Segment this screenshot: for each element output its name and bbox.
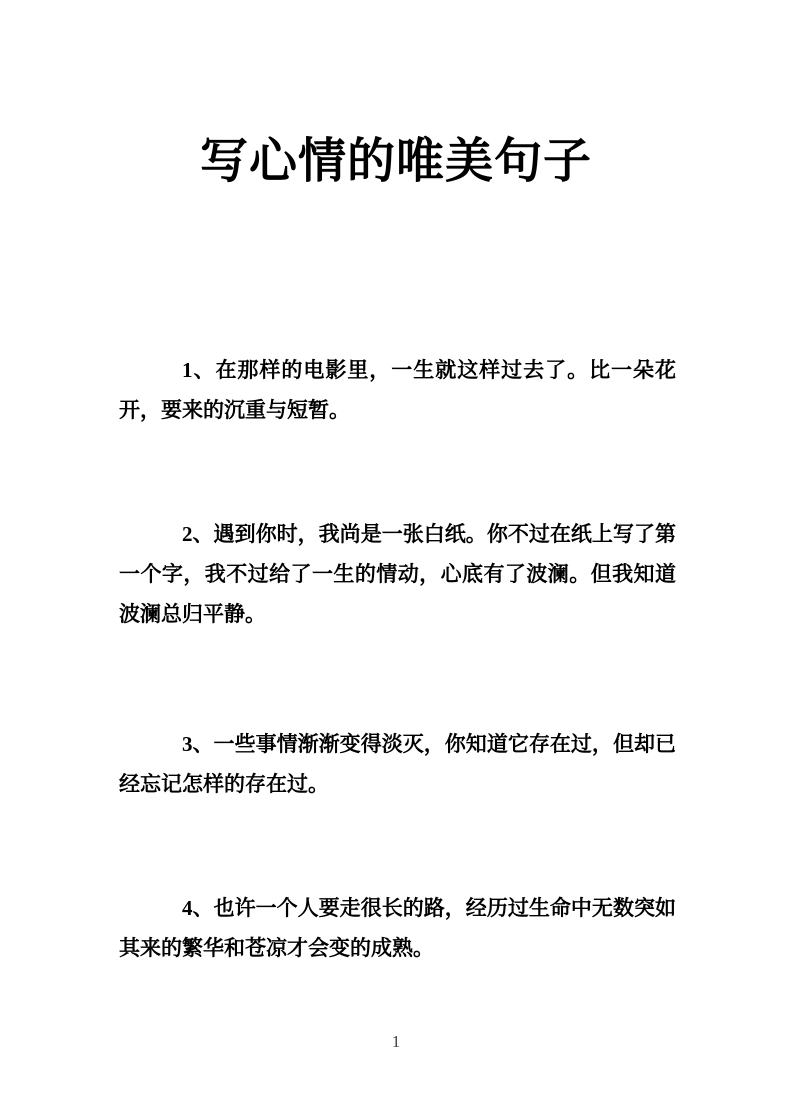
paragraph-4: 4、也许一个人要走很长的路，经历过生命中无数突如其来的繁华和苍凉才会变的成熟。 [119, 896, 676, 960]
paragraph-2: 2、遇到你时，我尚是一张白纸。你不过在纸上写了第一个字，我不过给了一生的情动，心底有了波澜。但我知道波澜总归平静。 [119, 522, 676, 626]
document-title: 写心情的唯美句子 [199, 135, 592, 188]
paragraph-1: 1、在那样的电影里，一生就这样过去了。比一朵花开，要来的沉重与短暂。 [119, 358, 676, 422]
page-number: 1 [391, 1032, 401, 1051]
paragraph-3: 3、一些事情渐渐变得淡灭，你知道它存在过，但却已经忘记怎样的存在过。 [119, 732, 676, 796]
document-body [119, 350, 676, 968]
